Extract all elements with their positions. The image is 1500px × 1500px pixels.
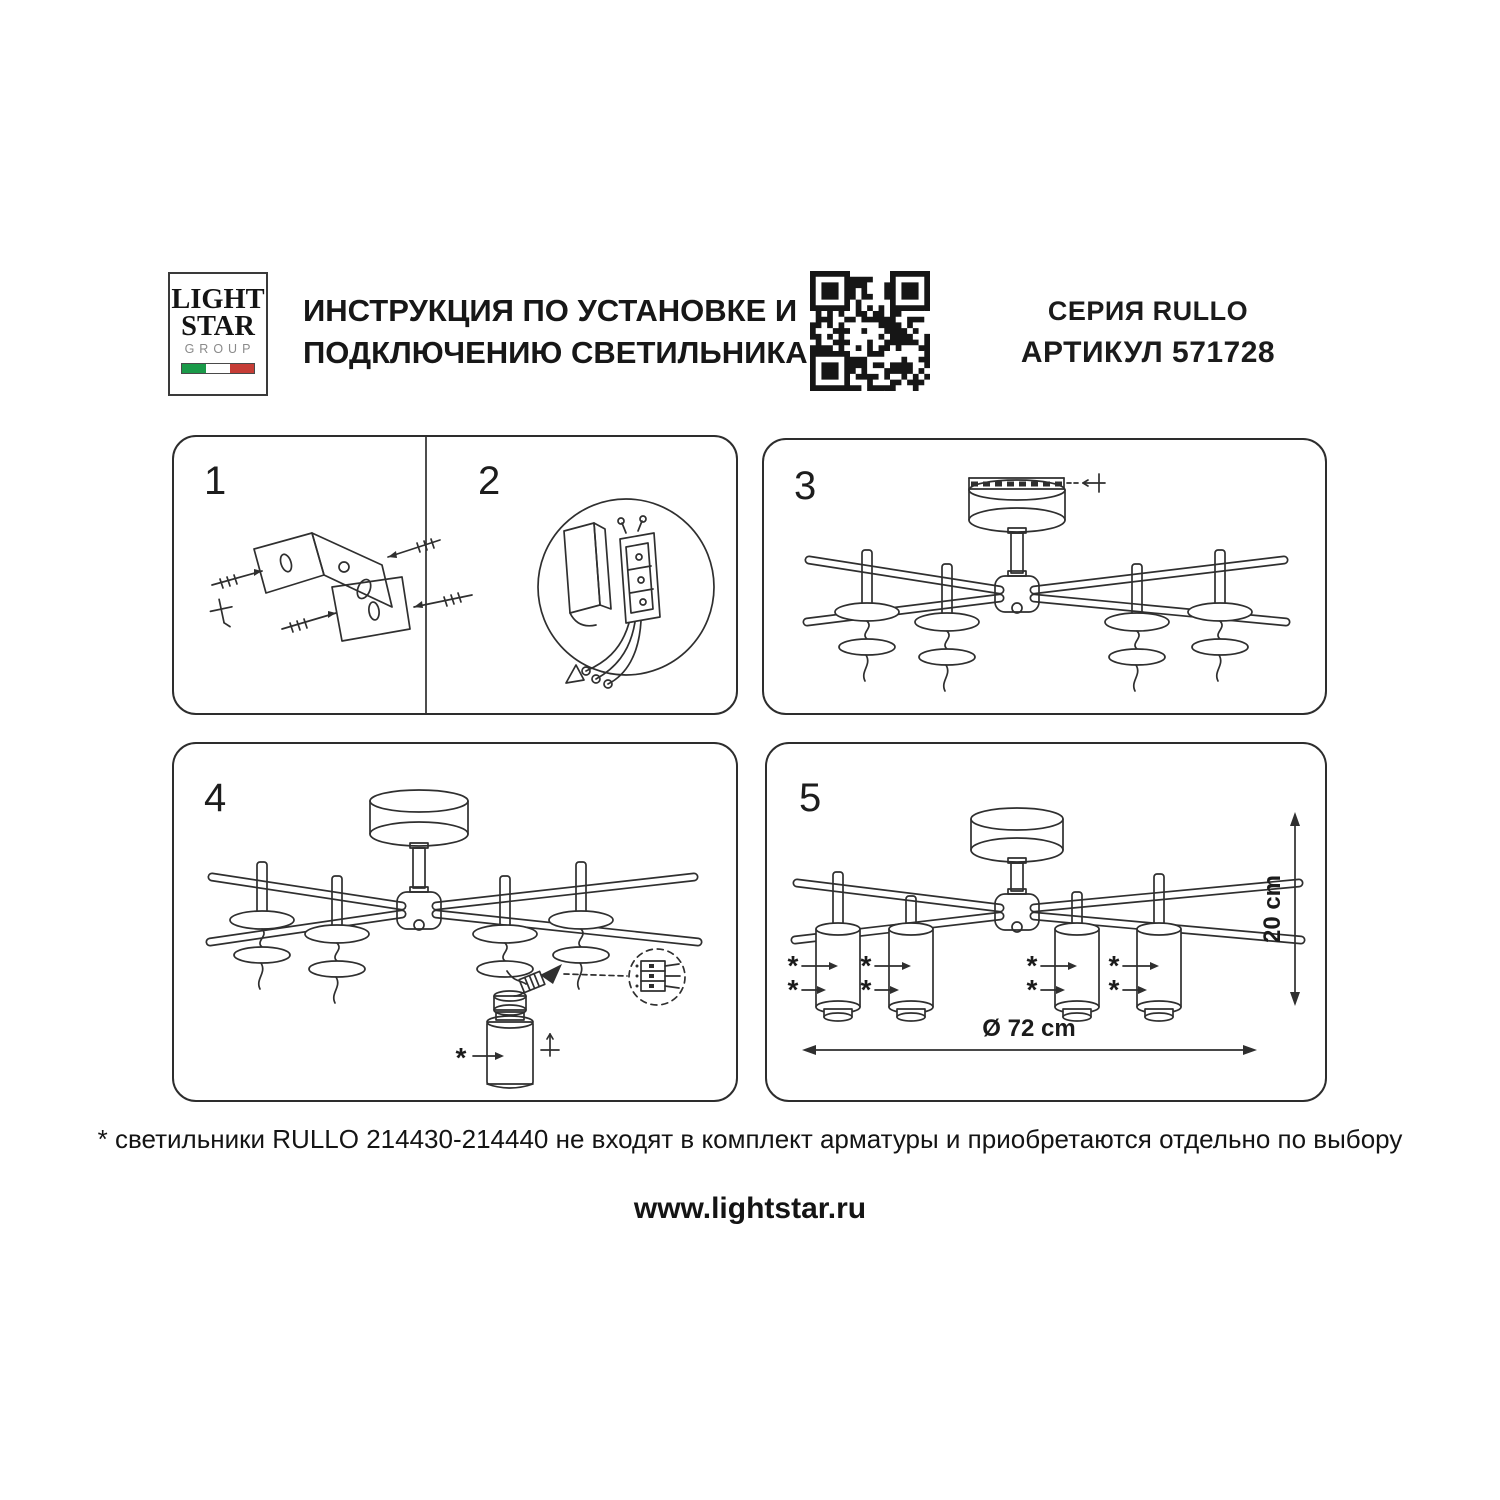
step-5-number: 5 <box>799 776 822 820</box>
asterisk-mark: * <box>860 974 872 1005</box>
height-dimension-label: 20 cm <box>1259 874 1286 944</box>
wiring-detail-drawing <box>538 499 714 688</box>
mounting-strip <box>969 474 1105 492</box>
flag-red <box>230 364 254 373</box>
step-4-number: 4 <box>204 776 227 820</box>
screw-icon <box>541 1034 559 1056</box>
mounting-bracket-drawing <box>208 533 472 641</box>
step-4-diagram <box>174 744 736 1100</box>
step-3-panel <box>762 438 1327 715</box>
screw-dowel-right <box>414 593 472 608</box>
shade-attachment-detail <box>456 964 562 1088</box>
canopy-and-stem <box>370 790 468 930</box>
lightstar-logo <box>168 272 268 396</box>
step-5-diagram <box>767 744 1325 1100</box>
step-4-panel <box>172 742 738 1102</box>
diameter-dimension <box>802 1015 1257 1055</box>
title-line-2: ПОДКЛЮЧЕНИЮ СВЕТИЛЬНИКА <box>303 335 808 370</box>
qr-code <box>810 271 930 391</box>
logo-word-group: GROUP <box>184 342 256 357</box>
asterisk-mark: * <box>787 950 799 981</box>
asterisk-mark: * <box>1026 974 1038 1005</box>
step-1-2-diagram <box>174 437 736 713</box>
asterisk-mark: * <box>1026 950 1038 981</box>
fixture-arms <box>210 877 698 942</box>
logo-word-light: LIGHT <box>171 283 265 315</box>
product-info <box>958 296 1338 370</box>
step-1-number: 1 <box>204 459 227 503</box>
screw-dowel-lower-left <box>282 611 336 632</box>
fixture-arms <box>795 883 1301 940</box>
series-label: СЕРИЯ RULLO <box>1047 296 1249 326</box>
step-5-panel <box>765 742 1327 1102</box>
italian-flag-bar <box>181 363 255 374</box>
canopy-and-stem <box>969 480 1065 613</box>
screw-icon <box>208 597 236 630</box>
asterisk-mark: * <box>1108 950 1120 981</box>
step-3-diagram <box>764 440 1325 713</box>
step-1-2-panel <box>172 435 738 715</box>
asterisk-mark: * <box>455 1042 467 1073</box>
step-2-number: 2 <box>478 459 501 503</box>
screw-dowel-upper-right <box>388 539 440 558</box>
footnote: * светильники RULLO 214430-214440 не входят в комплект арматуры и приобретаются отдельно по выбору <box>97 1124 1403 1154</box>
title-line-1: ИНСТРУКЦИЯ ПО УСТАНОВКЕ И <box>303 293 798 328</box>
website-url: www.lightstar.ru <box>633 1192 867 1225</box>
screw-icon <box>1083 474 1105 492</box>
flag-white <box>206 364 230 373</box>
asterisk-mark: * <box>860 950 872 981</box>
diameter-dimension-label: Ø 72 cm <box>982 1015 1076 1042</box>
asterisk-mark: * <box>1108 974 1120 1005</box>
article-label: АРТИКУЛ 571728 <box>1020 336 1276 369</box>
screw-dowel-left <box>212 569 262 588</box>
flag-green <box>182 364 206 373</box>
step-3-number: 3 <box>794 464 817 508</box>
height-dimension <box>1259 812 1300 1006</box>
qr-code-graphic <box>810 271 930 391</box>
page-title <box>303 290 823 374</box>
logo-word-star: STAR <box>181 309 255 342</box>
asterisk-mark: * <box>787 974 799 1005</box>
